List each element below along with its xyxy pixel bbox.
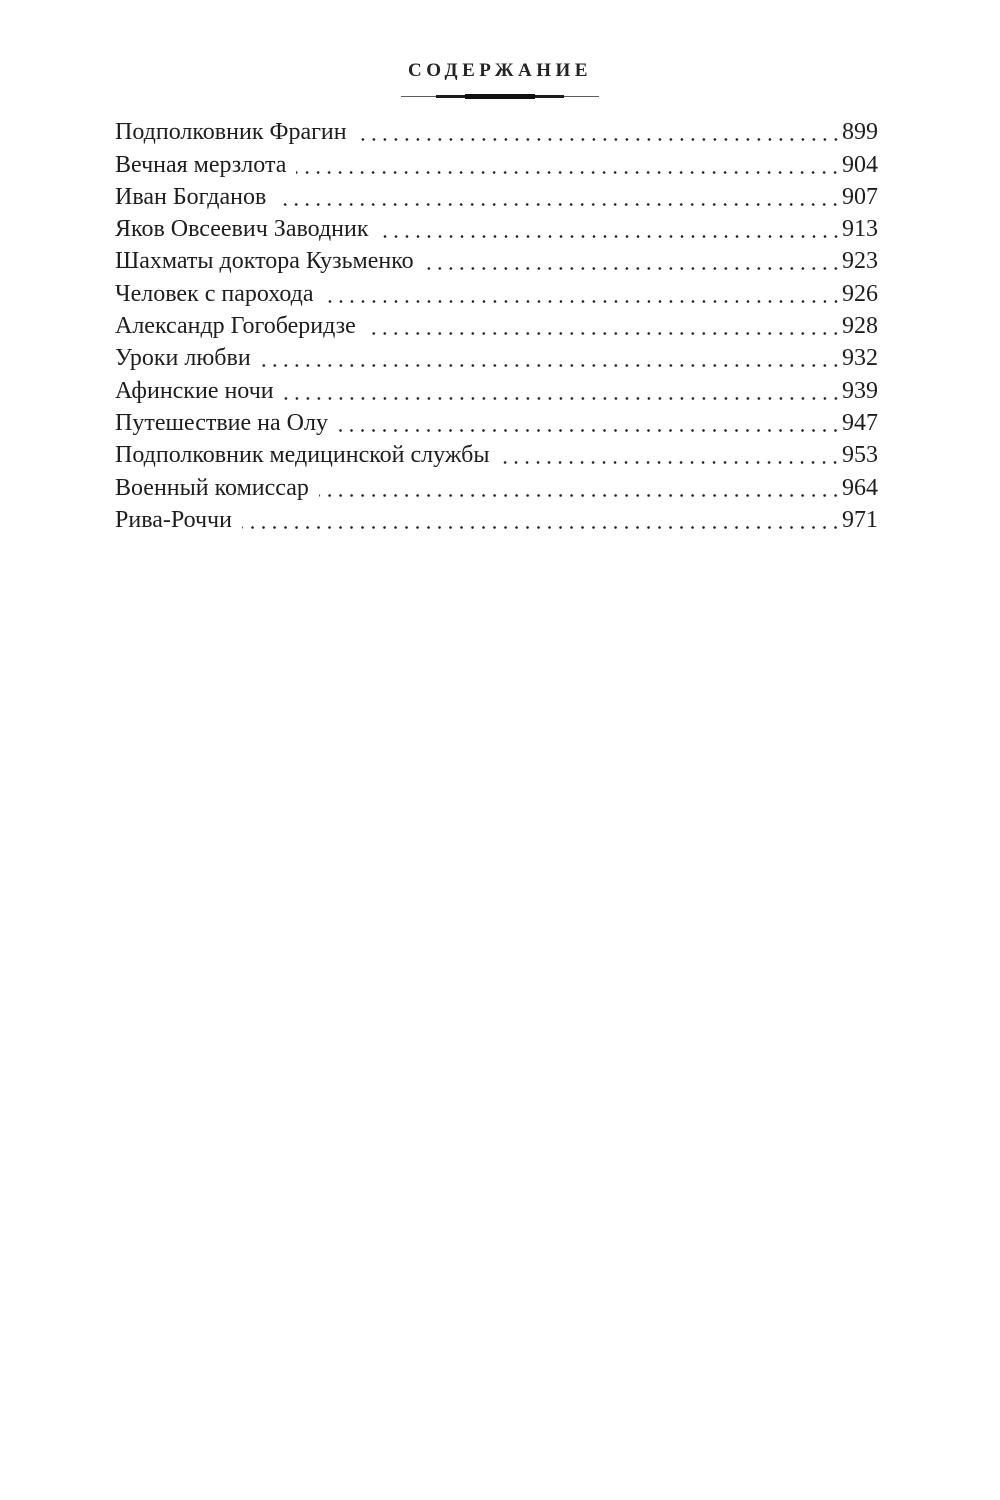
toc-entry-title: Рива-Роччи bbox=[115, 506, 232, 533]
toc-entry-title: Путешествие на Олу bbox=[115, 409, 328, 436]
toc-page-number: 932 bbox=[842, 345, 878, 372]
toc-row bbox=[115, 405, 878, 437]
toc-page-number: 928 bbox=[842, 313, 878, 340]
toc-entry-title: Александр Гогоберидзе bbox=[115, 313, 356, 340]
dot-leader bbox=[284, 396, 841, 401]
toc-row bbox=[115, 243, 878, 275]
toc-entry-title: Афинские ночи bbox=[115, 377, 274, 404]
dot-leader bbox=[357, 137, 841, 142]
toc-page-number: 899 bbox=[842, 119, 878, 146]
toc-entry-title: Яков Овсеевич Заводник bbox=[115, 216, 369, 243]
toc-row bbox=[115, 275, 878, 307]
toc-entry-title: Уроки любви bbox=[115, 345, 251, 372]
dot-leader bbox=[296, 170, 841, 175]
dot-leader bbox=[319, 493, 841, 498]
toc-row bbox=[115, 308, 878, 340]
toc-entry-title: Подполковник медицинской службы bbox=[115, 442, 490, 469]
toc-row bbox=[115, 340, 878, 372]
toc-entry-title: Подполковник Фрагин bbox=[115, 119, 347, 146]
contents-header bbox=[0, 59, 1000, 83]
toc-entry-title: Вечная мерзлота bbox=[115, 151, 287, 178]
toc-page-number: 964 bbox=[842, 474, 878, 501]
toc-row bbox=[115, 437, 878, 469]
dot-leader bbox=[338, 428, 841, 433]
table-of-contents bbox=[115, 114, 878, 534]
dot-leader bbox=[424, 266, 841, 271]
divider-thick-line bbox=[465, 94, 535, 99]
dot-leader bbox=[379, 234, 841, 239]
dot-leader bbox=[261, 363, 841, 368]
toc-page-number: 904 bbox=[842, 151, 878, 178]
dot-leader bbox=[324, 299, 841, 304]
dot-leader bbox=[499, 460, 841, 465]
ornamental-divider bbox=[401, 94, 599, 99]
toc-row bbox=[115, 372, 878, 404]
toc-page-number: 947 bbox=[842, 409, 878, 436]
dot-leader bbox=[276, 202, 841, 207]
toc-page-number: 953 bbox=[842, 442, 878, 469]
toc-entry-title: Иван Богданов bbox=[115, 183, 267, 210]
toc-row bbox=[115, 179, 878, 211]
dot-leader bbox=[242, 525, 841, 530]
toc-row bbox=[115, 502, 878, 534]
page-title: СОДЕРЖАНИЕ bbox=[408, 60, 592, 81]
toc-row bbox=[115, 211, 878, 243]
toc-page-number: 939 bbox=[842, 377, 878, 404]
toc-page-number: 971 bbox=[842, 506, 878, 533]
toc-entry-title: Военный комиссар bbox=[115, 474, 309, 501]
toc-row bbox=[115, 114, 878, 146]
toc-row bbox=[115, 469, 878, 501]
toc-page-number: 907 bbox=[842, 183, 878, 210]
toc-entry-title: Человек с парохода bbox=[115, 280, 314, 307]
toc-page-number: 926 bbox=[842, 280, 878, 307]
toc-row bbox=[115, 146, 878, 178]
toc-page-number: 923 bbox=[842, 248, 878, 275]
dot-leader bbox=[366, 331, 841, 336]
toc-entry-title: Шахматы доктора Кузьменко bbox=[115, 248, 414, 275]
toc-page-number: 913 bbox=[842, 216, 878, 243]
